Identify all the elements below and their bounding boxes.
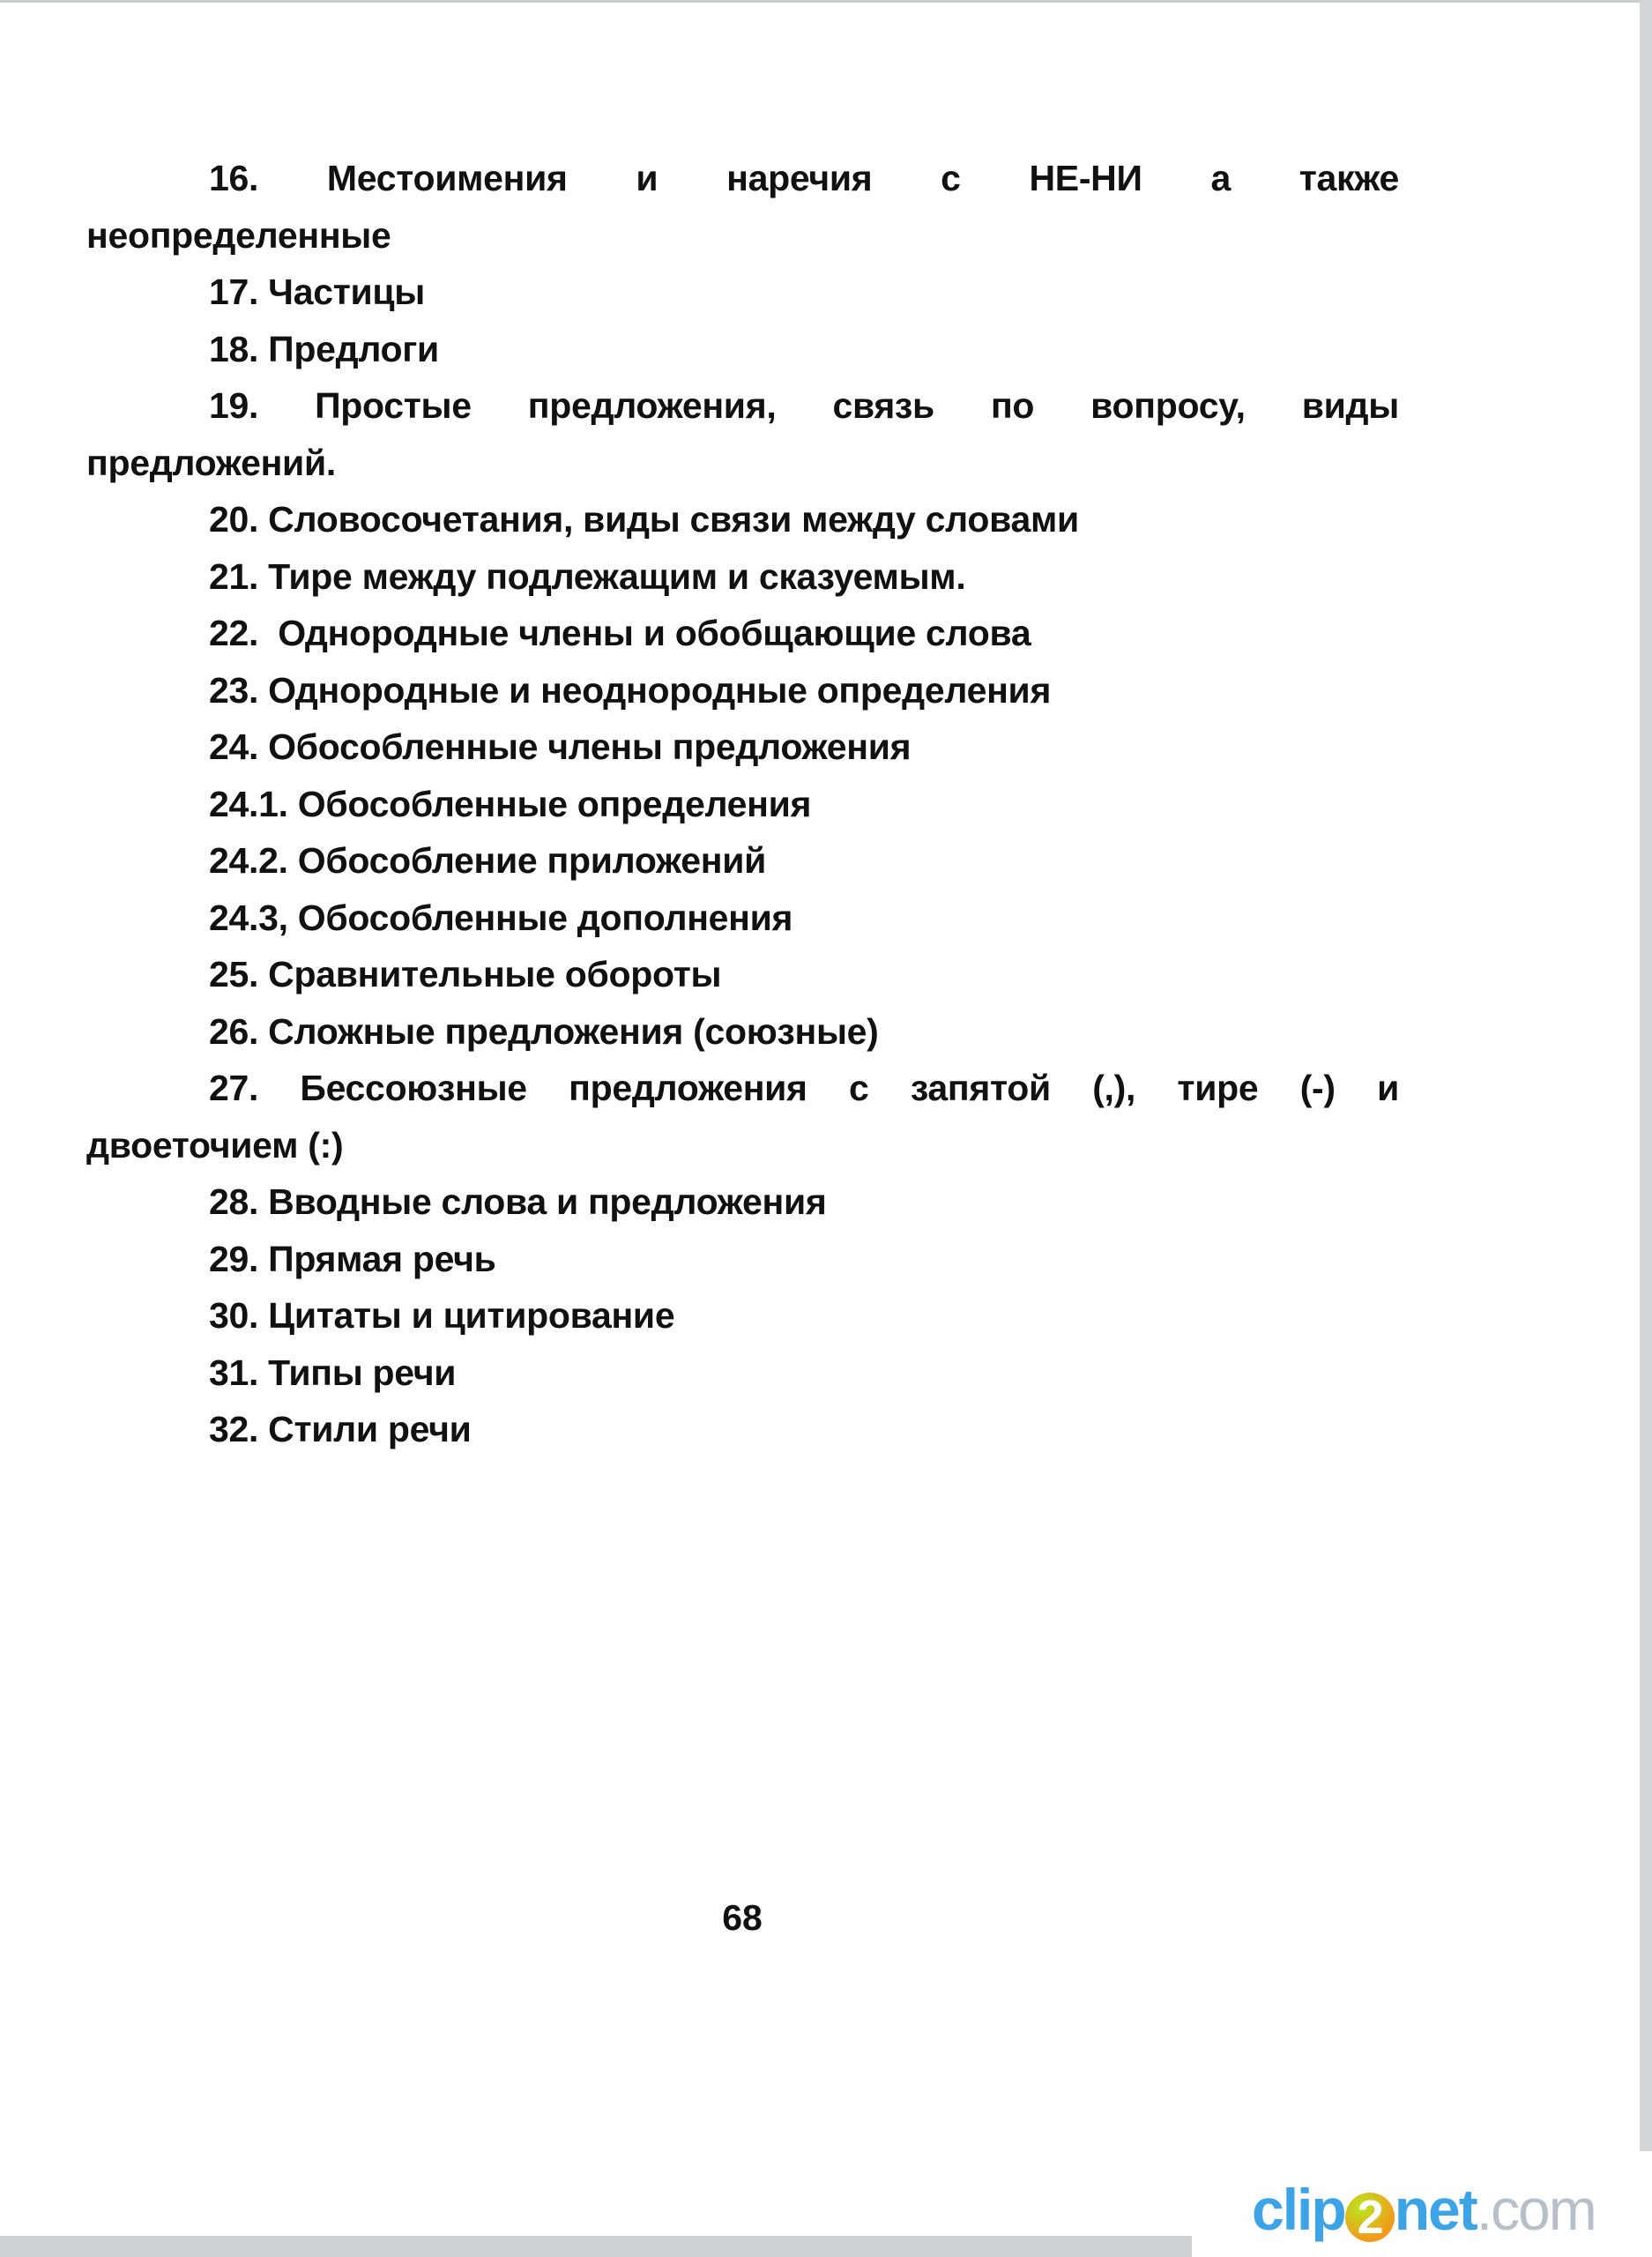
- list-item-line: неопределенные: [86, 214, 391, 256]
- list-item-line: предложений.: [86, 442, 336, 483]
- list-item: 18. Предлоги: [209, 328, 439, 369]
- list-item: 24. Обособленные члены предложения: [209, 726, 912, 767]
- horizontal-scrollbar[interactable]: [0, 2236, 1192, 2257]
- window-top-border: [0, 0, 1652, 3]
- list-item: 21. Тире между подлежащим и сказуемым.: [209, 555, 966, 597]
- list-item: [86, 377, 1399, 491]
- list-item: 32. Стили речи: [209, 1409, 472, 1449]
- list-item: 24.3, Обособленные дополнения: [209, 897, 793, 938]
- list-item: 24.1. Обособленные определения: [209, 783, 812, 824]
- watermark-text: net: [1394, 2177, 1477, 2242]
- watermark-badge: 2: [1345, 2193, 1395, 2242]
- list-item: 26. Сложные предложения (союзные): [209, 1010, 879, 1052]
- document-page: [86, 150, 1399, 1458]
- list-item: 30. Цитаты и цитирование: [209, 1295, 675, 1336]
- watermark-text: clip: [1252, 2177, 1345, 2242]
- watermark-text: .com: [1476, 2177, 1596, 2242]
- list-item: [86, 1060, 1399, 1173]
- list-item-line: двоеточием (:): [86, 1124, 344, 1166]
- vertical-scrollbar[interactable]: [1640, 0, 1652, 2151]
- list-item: 28. Вводные слова и предложения: [209, 1181, 827, 1222]
- clip2net-watermark-logo: [1252, 2176, 1596, 2243]
- list-item: 23. Однородные и неоднородные определения: [209, 669, 1052, 711]
- list-item: 25. Сравнительные обороты: [209, 954, 722, 994]
- list-item: 24.2. Обособление приложений: [209, 840, 767, 881]
- list-item: 20. Словосочетания, виды связи между словами: [209, 499, 1079, 540]
- list-item: 31. Типы речи: [209, 1352, 457, 1393]
- list-item-line: 27. Бессоюзные предложения с запятой (,), тире (-) и: [209, 1068, 1399, 1108]
- list-item: [86, 150, 1399, 264]
- list-item-line: 19. Простые предложения, связь по вопросу, виды: [209, 385, 1399, 426]
- list-item: 29. Прямая речь: [209, 1238, 496, 1279]
- list-item-line: 16. Местоимения и наречия с НЕ-НИ а также: [209, 158, 1399, 198]
- page-number: 68: [722, 1897, 763, 1938]
- list-item: 22. Однородные члены и обобщающие слова: [209, 613, 1031, 653]
- list-item: 17. Частицы: [209, 272, 426, 312]
